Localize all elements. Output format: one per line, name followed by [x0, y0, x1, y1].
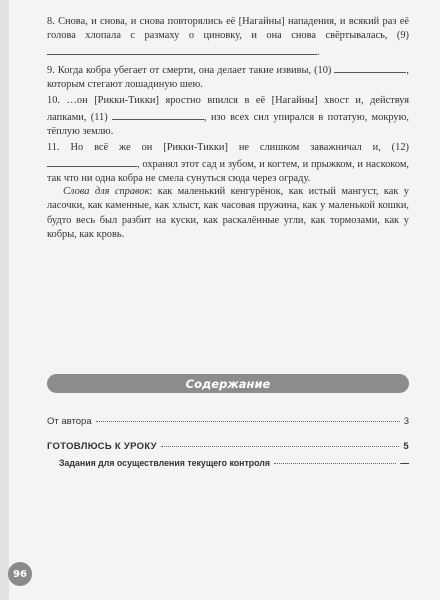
- toc-entry-title: ГОТОВЛЮСЬ К УРОКУ: [47, 441, 157, 452]
- exercise-text: 9. Когда кобра убегает от смерти, она делает такие извивы, (10): [47, 64, 332, 76]
- toc-leader-dots: [274, 462, 396, 464]
- toc-leader-dots: [96, 420, 400, 422]
- toc-entry-page: —: [400, 458, 409, 468]
- toc-entry-control-tasks[interactable]: [47, 458, 409, 468]
- toc-entry-title: Задания для осуществления текущего контроля: [59, 458, 271, 468]
- page-number-badge: [8, 562, 32, 586]
- exercise-text: 8. Снова, и снова, и снова повторялись её [Нагайны] нападения, и всякий раз её голова хлопала с размаху о циновку, и она снова свёртывалась, (9): [47, 16, 409, 42]
- toc-entry-page: 5: [403, 441, 409, 452]
- answer-blank[interactable]: [47, 156, 137, 167]
- reference-text: : как маленький кенгурёнок, как истый мангуст, как у ласочки, как каменные, как хлыст, как часовая пружина, как у маленькой кошки, будто весь был разбит на куски, как раскалённые угли, как тормозами, как у кобры, как кровь.: [47, 186, 409, 240]
- answer-blank[interactable]: [334, 62, 406, 73]
- exercise-text-end: .: [317, 46, 320, 58]
- exercise-9: [47, 62, 409, 93]
- reference-label: Слова для справок: [63, 186, 150, 197]
- toc-leader-dots: [161, 445, 400, 447]
- exercise-text: 10. …он [Рикки-Тикки] яростно впился в её [Нагайны] хвост и, действуя лапками, (11): [47, 95, 409, 123]
- answer-blank[interactable]: [112, 109, 204, 120]
- page-edge: [0, 0, 9, 600]
- page-number: 96: [13, 568, 27, 580]
- exercise-text: 11. Но всё же он [Рикки-Тикки] не слишком заважничал и, (12): [47, 142, 409, 154]
- exercise-text-end: , которым стегают лошадиную шею.: [47, 64, 409, 91]
- exercise-text-end: , охранял этот сад и зубом, и когтем, и прыжком, и наскоком, так что ни одна кобра не смела сунуться сюда через ограду.: [47, 158, 409, 184]
- exercise-10: [47, 94, 409, 139]
- exercise-8: [47, 15, 409, 60]
- answer-blank[interactable]: [47, 44, 317, 55]
- toc-entry-from-author[interactable]: [47, 416, 409, 427]
- exercise-list: [47, 15, 409, 188]
- toc-entry-page: 3: [403, 416, 409, 427]
- reference-words: [47, 185, 409, 242]
- toc-heading: Содержание: [185, 376, 271, 391]
- exercise-11: [47, 141, 409, 186]
- toc-entry-title: От автора: [47, 416, 92, 427]
- toc-entry-lesson-prep[interactable]: [47, 441, 409, 452]
- exercise-text-end: , изо всех сил упирался в потатую, мокрую, тёплую землю.: [47, 111, 409, 138]
- toc-heading-bar: [47, 374, 409, 393]
